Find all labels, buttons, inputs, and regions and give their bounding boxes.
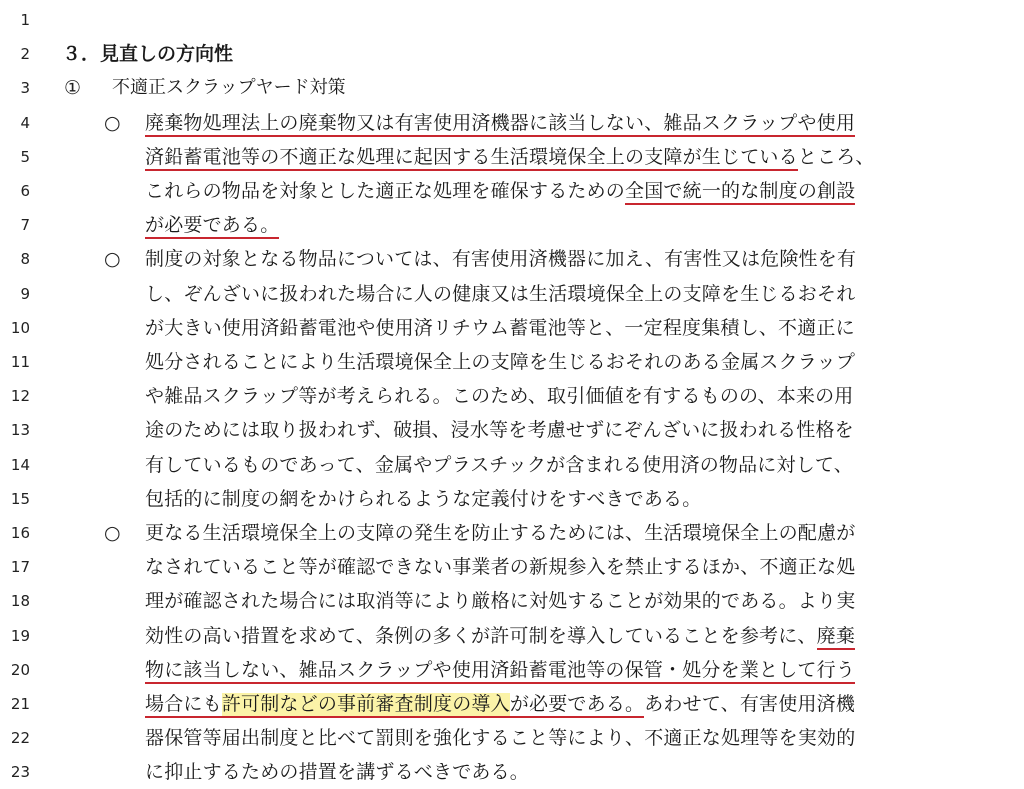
document-line	[0, 311, 1024, 345]
paragraph-line	[145, 721, 855, 755]
paragraph-line	[145, 653, 855, 687]
paragraph-line	[145, 619, 855, 653]
document-line	[0, 345, 1024, 379]
paragraph-line	[145, 755, 529, 789]
paragraph-line	[145, 140, 875, 174]
paragraph-line	[145, 584, 855, 618]
paragraph-line	[145, 379, 854, 413]
document-line	[0, 413, 1024, 447]
document-line	[0, 140, 1024, 174]
highlighted-text: 許可制などの事前審査制度の導入	[222, 693, 510, 718]
line-number: 18	[10, 592, 30, 610]
line-number: 4	[20, 114, 30, 132]
document-line	[0, 448, 1024, 482]
line-number: 1	[20, 11, 30, 29]
bullet-marker: ○	[104, 112, 121, 134]
text-segment: 効性の高い措置を求めて、条例の多くが許可制を導入していることを参考に、	[145, 625, 817, 647]
underlined-text: 済鉛蓄電池等の不適正な処理に起因する生活環境保全上の支障が生じている	[145, 146, 798, 171]
subheading-marker: ①	[64, 77, 82, 99]
line-number: 22	[10, 729, 30, 747]
line-number: 8	[20, 250, 30, 268]
paragraph-line	[145, 277, 855, 311]
document-line	[0, 242, 1024, 276]
paragraph-line	[145, 687, 855, 721]
document-line	[0, 174, 1024, 208]
paragraph-line	[145, 482, 701, 516]
paragraph-line	[145, 174, 855, 208]
line-number: 14	[10, 456, 30, 474]
line-number: 16	[10, 524, 30, 542]
document-line	[0, 721, 1024, 755]
paragraph-line	[145, 550, 855, 584]
document-line	[0, 208, 1024, 242]
text-segment: に抑止するための措置を講ずるべきである。	[145, 761, 530, 783]
section-heading: ３．見直しの方向性	[62, 43, 234, 65]
line-number: 10	[10, 319, 30, 337]
paragraph-line	[145, 208, 279, 242]
line-number: 7	[20, 216, 30, 234]
line-number: 6	[20, 182, 30, 200]
line-number: 3	[20, 79, 30, 97]
text-segment: 途のためには取り扱われず、破損、浸水等を考慮せずにぞんざいに扱われる性格を	[145, 419, 854, 441]
text-segment: や雑品スクラップ等が考えられる。このため、取引価値を有するものの、本来の用	[145, 385, 854, 407]
document-line	[0, 755, 1024, 789]
text-segment: 器保管等届出制度と比べて罰則を強化すること等により、不適正な処理等を実効的	[145, 727, 856, 749]
underlined-text: が必要である。	[145, 214, 279, 239]
line-number: 12	[10, 387, 30, 405]
line-number: 11	[10, 353, 30, 371]
text-segment: これらの物品を対象とした適正な処理を確保するための	[145, 180, 626, 202]
bullet-marker: ○	[104, 522, 121, 544]
line-number: 17	[10, 558, 30, 576]
document-line	[0, 653, 1024, 687]
text-segment: 有しているものであって、金属やプラスチックが含まれる使用済の物品に対して、	[145, 454, 853, 476]
text-segment: なされていること等が確認できない事業者の新規参入を禁止するほか、不適正な処	[145, 556, 856, 578]
document-line	[0, 3, 1024, 37]
text-segment: あわせて、有害使用済機	[644, 693, 856, 715]
line-number: 9	[20, 285, 30, 303]
line-number: 13	[10, 421, 30, 439]
text-segment: 包括的に制度の網をかけられるような定義付けをすべきである。	[145, 488, 702, 510]
document-line	[0, 379, 1024, 413]
bullet-marker: ○	[104, 248, 121, 270]
line-number: 20	[10, 661, 30, 679]
document-line	[0, 550, 1024, 584]
text-segment: 制度の対象となる物品については、有害使用済機器に加え、有害性又は危険性を有	[145, 248, 857, 270]
paragraph-line	[145, 448, 853, 482]
underlined-text: 全国で統一的な制度の創設	[625, 180, 855, 205]
text-segment: が大きい使用済鉛蓄電池や使用済リチウム蓄電池等と、一定程度集積し、不適正に	[145, 317, 855, 339]
paragraph-line	[145, 345, 855, 379]
document-line	[0, 584, 1024, 618]
document-line	[0, 106, 1024, 140]
text-segment: ところ、	[797, 146, 875, 168]
underlined-text: 物に該当しない、雑品スクラップや使用済鉛蓄電池等の保管・処分を業として行う	[145, 659, 855, 684]
underlined-text: 場合にも	[145, 693, 222, 718]
underlined-text: が必要である。	[510, 693, 644, 718]
line-number: 19	[10, 627, 30, 645]
underlined-text: 廃棄物処理法上の廃棄物又は有害使用済機器に該当しない、雑品スクラップや使用	[145, 112, 855, 137]
line-number: 2	[20, 45, 30, 63]
paragraph-line	[145, 106, 855, 140]
text-segment: 理が確認された場合には取消等により厳格に対処することが効果的である。より実	[145, 590, 856, 612]
document-line	[0, 619, 1024, 653]
paragraph-line	[145, 413, 854, 447]
paragraph-line	[145, 242, 856, 276]
line-number: 5	[20, 148, 30, 166]
document-line	[0, 37, 1024, 71]
document-line	[0, 482, 1024, 516]
paragraph-line	[145, 311, 855, 345]
text-segment: 更なる生活環境保全上の支障の発生を防止するためには、生活環境保全上の配慮が	[145, 522, 856, 544]
line-number: 15	[10, 490, 30, 508]
line-number: 21	[10, 695, 30, 713]
document-line	[0, 516, 1024, 550]
text-segment: し、ぞんざいに扱われた場合に人の健康又は生活環境保全上の支障を生じるおそれ	[145, 283, 856, 305]
paragraph-line	[145, 516, 855, 550]
line-number: 23	[10, 763, 30, 781]
text-segment: 処分されることにより生活環境保全上の支障を生じるおそれのある金属スクラップ	[145, 351, 856, 373]
document-line	[0, 277, 1024, 311]
document-line	[0, 687, 1024, 721]
subheading-title: 不適正スクラップヤード対策	[112, 77, 346, 98]
underlined-text: 廃棄	[817, 625, 855, 650]
document-line	[0, 71, 1024, 105]
